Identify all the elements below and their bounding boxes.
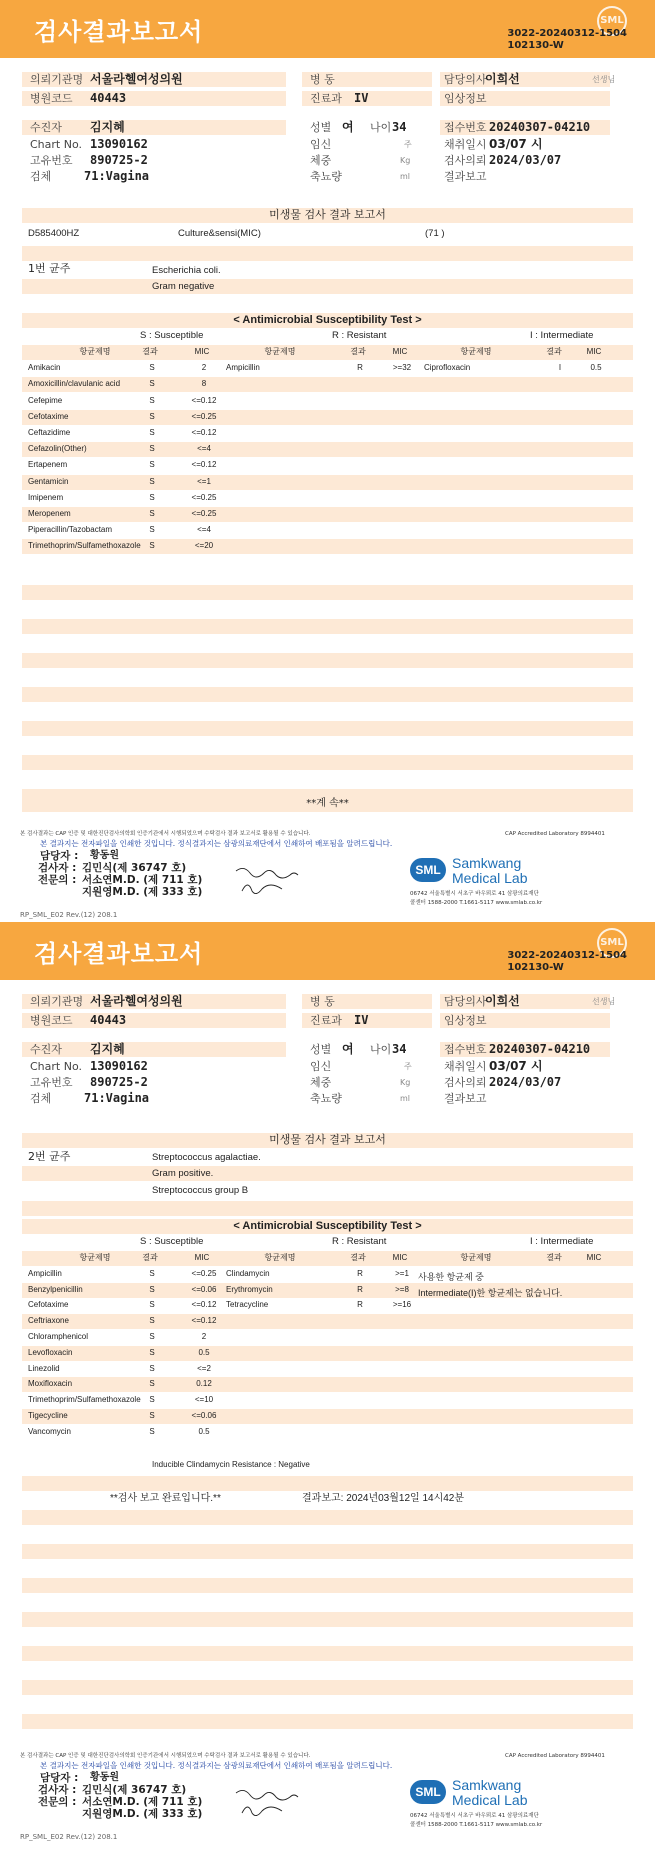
doctor-label: 담당의사 — [444, 995, 487, 1008]
signature-icon — [232, 1785, 302, 1819]
mic-value: <=4 — [197, 525, 211, 535]
ast-result: S — [149, 1347, 155, 1357]
mic-value: <=2 — [197, 1363, 211, 1373]
specimen-value: 71:Vagina — [84, 1091, 150, 1105]
empty-row-band — [22, 1544, 633, 1559]
organism-2-label: 2번 균주 — [28, 1150, 71, 1163]
ast-result: S — [149, 395, 155, 405]
empty-row-band — [22, 1510, 633, 1525]
brand-name: Samkwang — [452, 1777, 522, 1793]
legend-resistant: R : Resistant — [332, 330, 387, 341]
column-header: MIC — [194, 347, 210, 356]
ast-result: S — [149, 428, 155, 437]
continue-marker: **계 속** — [306, 798, 349, 809]
report-title: 검사결과보고서 — [34, 940, 204, 968]
antibiotic-name: Vancomycin — [28, 1426, 71, 1436]
organism-2-line: Streptococcus group B — [152, 1185, 249, 1196]
mic-value: >=32 — [392, 363, 412, 373]
specimen-value: 71:Vagina — [84, 169, 150, 183]
chart-value: 13090162 — [90, 1059, 148, 1073]
id-label: 고유번호 — [30, 154, 73, 167]
staff-label: 검사자 : — [38, 1784, 77, 1796]
mic-value: <=0.12 — [191, 1316, 217, 1326]
staff-name: 서소연M.D. (제 711 호) — [82, 874, 203, 886]
ast-result: S — [149, 541, 155, 551]
ast-result: S — [149, 1284, 155, 1294]
empty-row-band — [22, 585, 633, 600]
column-header: MIC — [392, 347, 408, 356]
report-page-1 — [0, 0, 655, 922]
antibiotic-name: Benzylpenicillin — [28, 1284, 83, 1294]
staff-name: 지원영M.D. (제 333 호) — [82, 886, 203, 898]
antibiotic-name: Amoxicillin/clavulanic acid — [28, 379, 121, 389]
organism-2-line: Streptococcus agalactiae. — [152, 1152, 261, 1163]
antibiotic-name: Tigecycline — [28, 1411, 68, 1420]
lab-address: 06742 서울특별시 서초구 바우뫼로 41 삼광의료재단 — [410, 1813, 539, 1819]
column-header: 항균제명 — [264, 347, 296, 356]
mic-value: <=4 — [197, 444, 211, 454]
urine-label: 축뇨량 — [310, 1092, 342, 1105]
ast-result: S — [149, 1411, 155, 1420]
empty-row-band — [22, 721, 633, 736]
sex-value: 여 — [342, 1042, 354, 1056]
ast-result: S — [149, 363, 155, 373]
req-value: 2024/03/07 — [489, 153, 562, 167]
ward-label: 병 동 — [310, 995, 335, 1008]
ast-result: R — [357, 1268, 363, 1278]
organism-1-line: Escherichia coli. — [152, 265, 221, 276]
staff-name: 김민식(제 36747 호) — [82, 1784, 187, 1796]
mic-value: <=0.25 — [191, 411, 217, 421]
chart-label: Chart No. — [30, 1060, 82, 1073]
staff-name: 김민식(제 36747 호) — [82, 862, 187, 874]
hcode-value: 40443 — [90, 1013, 127, 1027]
form-id: RP_SML_E02 Rev.(12) 208.1 — [20, 911, 118, 919]
empty-row-band — [22, 1714, 633, 1729]
patient-name: 김지혜 — [90, 1042, 125, 1056]
report-header — [0, 0, 655, 58]
staff-label: 전문의 : — [38, 874, 77, 886]
ast-result: S — [149, 509, 155, 518]
report-code: 3022-20240312-1504 102130-W — [507, 950, 627, 973]
antibiotic-name: Cefotaxime — [28, 1300, 69, 1310]
sml-brand-logo-icon: SML — [410, 1780, 446, 1804]
report-title: 검사결과보고서 — [34, 18, 204, 46]
legend-susceptible: S : Susceptible — [140, 330, 204, 341]
clinical-label: 임상정보 — [444, 1014, 487, 1027]
antibiotic-name: Trimethoprim/Sulfamethoxazole — [28, 541, 141, 551]
mic-value: >=16 — [392, 1300, 412, 1310]
antibiotic-name: Linezolid — [28, 1363, 60, 1373]
collect-label: 채취일시 — [444, 138, 487, 151]
ast-result: S — [149, 460, 155, 470]
column-header: MIC — [586, 1253, 602, 1262]
antibiotic-name: Ceftriaxone — [28, 1316, 69, 1326]
weight-label: 체중 — [310, 1076, 332, 1089]
empty-row-band — [22, 755, 633, 770]
sml-logo-icon: SML — [597, 928, 627, 958]
organism-1-line: Gram negative — [152, 281, 215, 292]
disclaimer: 본 결과지는 전자파일을 인쇄한 것입니다. 정식결과지는 삼광의료재단에서 인쇄하여 배포됨을 알려드립니다. — [40, 1761, 393, 1770]
mic-value: 0.5 — [198, 1426, 210, 1436]
collect-value: 03/07 시 — [489, 137, 543, 151]
empty-row-band — [22, 1578, 633, 1593]
ast-result: S — [149, 492, 155, 502]
antibiotic-name: Tetracycline — [226, 1300, 269, 1310]
column-header: 결과 — [142, 347, 158, 356]
antibiotic-name: Ceftazidime — [28, 428, 71, 437]
ast-result: S — [149, 1379, 155, 1389]
sex-label: 성별 — [310, 121, 332, 134]
mic-value: 2 — [201, 363, 207, 373]
sex-value: 여 — [342, 120, 354, 134]
column-header: 결과 — [142, 1253, 158, 1262]
empty-row-band — [22, 1646, 633, 1661]
ast-result: S — [149, 379, 155, 389]
column-header: MIC — [194, 1253, 210, 1262]
ast-result: S — [149, 411, 155, 421]
dept-label: 진료과 — [310, 92, 342, 105]
mic-value: <=0.12 — [191, 395, 217, 405]
staff-label: 검사자 : — [38, 862, 77, 874]
weight-label: 체중 — [310, 154, 332, 167]
mic-value: 8 — [201, 379, 207, 389]
chart-label: Chart No. — [30, 138, 82, 151]
antibiotic-name: Cefazolin(Other) — [28, 444, 87, 454]
ast-title: < Antimicrobial Susceptibility Test > — [233, 314, 422, 326]
mic-value: <=0.12 — [191, 428, 217, 437]
legend-resistant: R : Resistant — [332, 1236, 387, 1247]
ast-result: S — [149, 1268, 155, 1278]
dept-value: IV — [354, 1013, 369, 1027]
section-title: 미생물 검사 결과 보고서 — [269, 208, 386, 221]
antibiotic-name: Ciprofloxacin — [424, 363, 471, 373]
test-number: (71 ) — [425, 228, 445, 239]
weight-unit: Kg — [400, 156, 411, 165]
test-name: Culture&sensi(MIC) — [178, 228, 261, 239]
empty-row-band — [22, 1680, 633, 1695]
patient-name: 김지혜 — [90, 120, 125, 134]
cap-notice: CAP Accredited Laboratory 8994401 — [505, 831, 605, 837]
ast-result: I — [558, 363, 562, 373]
specimen-label: 검체 — [30, 170, 52, 183]
name-label: 수진자 — [30, 1043, 62, 1056]
hcode-label: 병원코드 — [30, 1014, 73, 1027]
mic-value: <=0.25 — [191, 492, 217, 502]
antibiotic-name: Cefepime — [28, 395, 63, 405]
preg-unit: 주 — [404, 140, 412, 149]
preg-label: 임신 — [310, 1060, 332, 1073]
preg-unit: 주 — [404, 1062, 412, 1071]
urine-unit: ml — [400, 172, 411, 181]
ast-title: < Antimicrobial Susceptibility Test > — [233, 1220, 422, 1232]
column-header: 결과 — [546, 1253, 562, 1262]
inducible-clindamycin: Inducible Clindamycin Resistance : Negative — [152, 1460, 310, 1469]
dept-value: IV — [354, 91, 369, 105]
ast-result: S — [149, 1316, 155, 1326]
report-time: 결과보고: 2024년03월12일 14시42분 — [302, 1493, 465, 1504]
staff-label: 담당자 : — [40, 850, 79, 862]
mic-value: 0.5 — [198, 1347, 210, 1357]
doctor-name: 이희선 — [485, 994, 520, 1008]
footer-2 — [0, 1752, 655, 1844]
hospital-label: 의뢰기관명 — [30, 73, 84, 86]
antibiotic-name: Ertapenem — [28, 460, 68, 470]
doctor-label: 담당의사 — [444, 73, 487, 86]
hospital-name: 서울라헬여성의원 — [90, 72, 183, 86]
receipt-value: 20240307-04210 — [489, 1042, 591, 1056]
age-value: 34 — [392, 1042, 407, 1056]
req-label: 검사의뢰 — [444, 1076, 487, 1089]
column-header: 결과 — [546, 347, 562, 356]
age-value: 34 — [392, 120, 407, 134]
antibiotic-name: Clindamycin — [226, 1268, 270, 1278]
ast-result: S — [149, 1395, 155, 1405]
disclaimer: 본 결과지는 전자파일을 인쇄한 것입니다. 정식결과지는 삼광의료재단에서 인쇄하여 배포됨을 알려드립니다. — [40, 839, 393, 848]
sex-label: 성별 — [310, 1043, 332, 1056]
dept-label: 진료과 — [310, 1014, 342, 1027]
report-label: 결과보고 — [444, 1092, 487, 1105]
ast-result: S — [149, 1426, 155, 1436]
antibiotic-name: Amikacin — [28, 363, 61, 373]
mic-value: <=0.25 — [191, 509, 217, 518]
report-page-2 — [0, 922, 655, 1844]
footer-1 — [0, 830, 655, 922]
column-header: 항균제명 — [79, 347, 111, 356]
mic-value: <=0.06 — [191, 1411, 217, 1420]
antibiotic-name: Ampicillin — [226, 363, 260, 373]
brand-name: Samkwang — [452, 855, 522, 871]
staff-name: 황동원 — [90, 850, 119, 861]
ast-result: R — [357, 1300, 363, 1310]
hospital-name: 서울라헬여성의원 — [90, 994, 183, 1008]
brand-name: Medical Lab — [452, 1792, 528, 1808]
staff-label: 담당자 : — [40, 1772, 79, 1784]
sml-brand-logo-icon: SML — [410, 858, 446, 882]
mic-value: >=1 — [395, 1268, 409, 1278]
organism-2-line: Gram positive. — [152, 1168, 214, 1179]
ast-result: S — [149, 1363, 155, 1373]
test-code: D585400HZ — [28, 228, 80, 239]
column-header: 결과 — [350, 1253, 366, 1262]
antibiotic-name: Piperacillin/Tazobactam — [28, 525, 113, 535]
mic-value: <=0.12 — [191, 460, 217, 470]
antibiotic-name: Trimethoprim/Sulfamethoxazole — [28, 1395, 141, 1405]
antibiotic-name: Ampicillin — [28, 1268, 62, 1278]
req-value: 2024/03/07 — [489, 1075, 562, 1089]
section-title: 미생물 검사 결과 보고서 — [269, 1133, 386, 1146]
age-label: 나이 — [370, 1043, 392, 1056]
cap-notice: CAP Accredited Laboratory 8994401 — [505, 1753, 605, 1759]
column-header: MIC — [586, 347, 602, 356]
ast-result: S — [149, 1300, 155, 1310]
doctor-name: 이희선 — [485, 72, 520, 86]
cert-notice: 본 검사결과는 CAP 인증 및 대한진단검사의학회 인증기관에서 시행되었으며 수탁검사 결과 보고서로 활용될 수 있습니다. — [20, 831, 311, 837]
id-value: 890725-2 — [90, 1075, 148, 1089]
chart-value: 13090162 — [90, 137, 148, 151]
ast-result: S — [149, 476, 155, 486]
legend-intermediate: I : Intermediate — [530, 330, 594, 341]
mic-value: <=0.25 — [191, 1268, 217, 1278]
antibiotic-name: Cefotaxime — [28, 411, 69, 421]
ast-result: R — [357, 363, 363, 373]
mic-value: <=20 — [194, 541, 214, 551]
ast-result: S — [149, 1332, 155, 1341]
ast-result: S — [149, 525, 155, 535]
intermediate-note: Intermediate(I)한 항균제는 없습니다. — [418, 1288, 563, 1298]
legend-intermediate: I : Intermediate — [530, 1236, 594, 1247]
collect-label: 채취일시 — [444, 1060, 487, 1073]
clinical-label: 임상정보 — [444, 92, 487, 105]
empty-row-band — [22, 653, 633, 668]
empty-row-band — [22, 619, 633, 634]
antibiotic-name: Erythromycin — [226, 1284, 273, 1294]
report-complete: **검사 보고 완료입니다.** — [110, 1493, 221, 1504]
lab-address: 06742 서울특별시 서초구 바우뫼로 41 삼광의료재단 — [410, 891, 539, 897]
staff-label: 전문의 : — [38, 1796, 77, 1808]
report-label: 결과보고 — [444, 170, 487, 183]
legend-susceptible: S : Susceptible — [140, 1236, 204, 1247]
intermediate-note: 사용한 항균제 중 — [418, 1272, 484, 1282]
brand-name: Medical Lab — [452, 870, 528, 886]
doctor-suffix: 선생님 — [592, 75, 616, 84]
staff-name: 서소연M.D. (제 711 호) — [82, 1796, 203, 1808]
weight-unit: Kg — [400, 1078, 411, 1087]
mic-value: <=0.06 — [191, 1284, 217, 1294]
empty-row-band — [22, 687, 633, 702]
antibiotic-name: Chloramphenicol — [28, 1332, 89, 1341]
hcode-label: 병원코드 — [30, 92, 73, 105]
mic-value: <=10 — [194, 1395, 214, 1405]
collect-value: 03/07 시 — [489, 1059, 543, 1073]
mic-value: >=8 — [395, 1284, 409, 1294]
doctor-suffix: 선생님 — [592, 997, 616, 1006]
hcode-value: 40443 — [90, 91, 127, 105]
cert-notice: 본 검사결과는 CAP 인증 및 대한진단검사의학회 인증기관에서 시행되었으며 수탁검사 결과 보고서로 활용될 수 있습니다. — [20, 1753, 311, 1759]
signature-icon — [232, 863, 302, 897]
column-header: MIC — [392, 1253, 408, 1262]
id-label: 고유번호 — [30, 1076, 73, 1089]
antibiotic-name: Moxifloxacin — [28, 1379, 73, 1389]
age-label: 나이 — [370, 121, 392, 134]
specimen-label: 검체 — [30, 1092, 52, 1105]
preg-label: 임신 — [310, 138, 332, 151]
column-header: 항균제명 — [79, 1253, 111, 1262]
empty-row-band — [22, 1612, 633, 1627]
receipt-value: 20240307-04210 — [489, 120, 591, 134]
column-header: 항균제명 — [460, 1253, 492, 1262]
lab-contact: 콜센터 1588-2000 T.1661-5117 www.smlab.co.kr — [410, 900, 543, 906]
receipt-label: 접수번호 — [444, 121, 487, 134]
urine-unit: ml — [400, 1094, 411, 1103]
id-value: 890725-2 — [90, 153, 148, 167]
organism-1-label: 1번 균주 — [28, 262, 71, 275]
report-code: 3022-20240312-1504 102130-W — [507, 28, 627, 51]
receipt-label: 접수번호 — [444, 1043, 487, 1056]
report-header — [0, 922, 655, 980]
hospital-label: 의뢰기관명 — [30, 995, 84, 1008]
ast-result: R — [357, 1284, 363, 1294]
antibiotic-name: Gentamicin — [28, 476, 69, 486]
form-id: RP_SML_E02 Rev.(12) 208.1 — [20, 1833, 118, 1841]
mic-value: <=1 — [197, 476, 211, 486]
staff-name: 황동원 — [90, 1772, 119, 1783]
mic-value: 0.5 — [590, 363, 602, 373]
urine-label: 축뇨량 — [310, 170, 342, 183]
column-header: 결과 — [350, 347, 366, 356]
ast-result: S — [149, 444, 155, 454]
lab-contact: 콜센터 1588-2000 T.1661-5117 www.smlab.co.kr — [410, 1822, 543, 1828]
antibiotic-name: Levofloxacin — [28, 1347, 73, 1357]
mic-value: <=0.12 — [191, 1300, 217, 1310]
antibiotic-name: Imipenem — [28, 492, 64, 502]
mic-value: 2 — [201, 1332, 207, 1341]
ward-label: 병 동 — [310, 73, 335, 86]
mic-value: 0.12 — [196, 1379, 212, 1389]
name-label: 수진자 — [30, 121, 62, 134]
staff-name: 지원영M.D. (제 333 호) — [82, 1808, 203, 1820]
antibiotic-name: Meropenem — [28, 509, 71, 518]
sml-logo-icon: SML — [597, 6, 627, 36]
req-label: 검사의뢰 — [444, 154, 487, 167]
column-header: 항균제명 — [460, 347, 492, 356]
column-header: 항균제명 — [264, 1253, 296, 1262]
